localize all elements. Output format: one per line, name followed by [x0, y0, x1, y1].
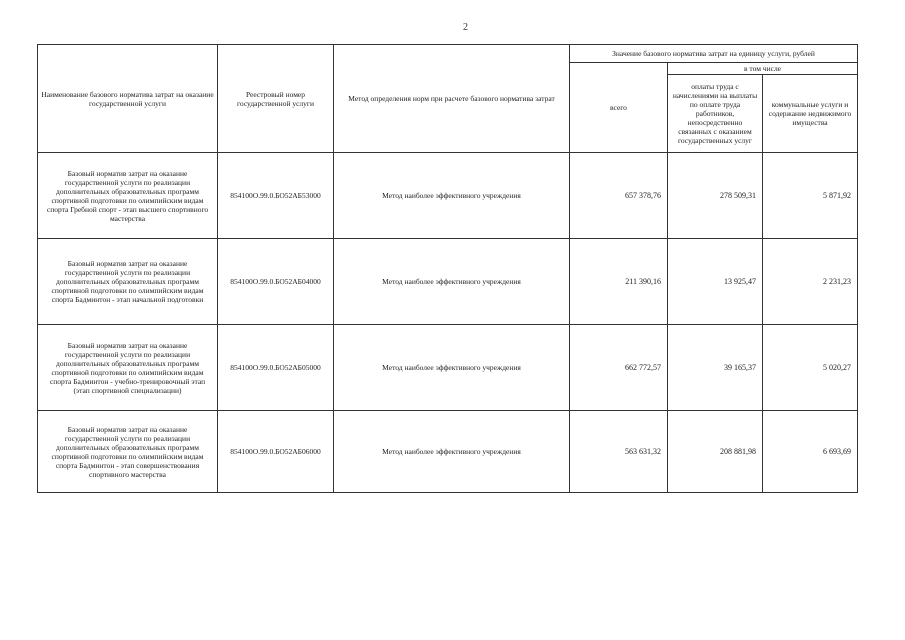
- row-method: Метод наиболее эффективного учреждения: [334, 239, 570, 325]
- header-including: в том числе: [668, 63, 858, 75]
- header-row-1: [38, 45, 858, 63]
- table-row: [38, 325, 858, 411]
- row-total: 657 378,76: [570, 153, 668, 239]
- table-row: [38, 153, 858, 239]
- base-norms-table: [37, 44, 858, 493]
- row-registry: 854100О.99.0.БО52АБ05000: [218, 325, 334, 411]
- row-salary: 278 509,31: [668, 153, 763, 239]
- header-method: Метод определения норм при расчете базового норматива затрат: [334, 45, 570, 153]
- header-registry: Реестровый номер государственной услуги: [218, 45, 334, 153]
- row-name: Базовый норматив затрат на оказание государственной услуги по реализации дополнительных образовательных программ спортивной подготовки по олимпийским видам спорта Бадминтон - этап совершенствования спортивного мастерства: [38, 411, 218, 493]
- page-number: 2: [463, 22, 468, 33]
- row-method: Метод наиболее эффективного учреждения: [334, 325, 570, 411]
- row-registry: 854100О.99.0.БО52АБ04000: [218, 239, 334, 325]
- row-total: 662 772,57: [570, 325, 668, 411]
- row-utilities: 6 693,69: [763, 411, 858, 493]
- row-name: Базовый норматив затрат на оказание государственной услуги по реализации дополнительных образовательных программ спортивной подготовки по олимпийским видам спорта Гребной спорт - этап высшего спортивного мастерства: [38, 153, 218, 239]
- header-total: всего: [570, 63, 668, 153]
- row-name: Базовый норматив затрат на оказание государственной услуги по реализации дополнительных образовательных программ спортивной подготовки по олимпийским видам спорта Бадминтон - учебно-тренировочный этап (этап спортивной специализации): [38, 325, 218, 411]
- row-registry: 854100О.99.0.БО52АБ06000: [218, 411, 334, 493]
- header-salary: оплаты труда с начислениями на выплаты по оплате труда работников, непосредственно связанных с оказанием государственных услуг: [668, 75, 763, 153]
- table-row: [38, 239, 858, 325]
- header-utilities: коммунальные услуги и содержание недвижимого имущества: [763, 75, 858, 153]
- row-registry: 854100О.99.0.БО52АБ53000: [218, 153, 334, 239]
- row-utilities: 5 871,92: [763, 153, 858, 239]
- row-method: Метод наиболее эффективного учреждения: [334, 153, 570, 239]
- row-utilities: 5 020,27: [763, 325, 858, 411]
- row-salary: 208 881,98: [668, 411, 763, 493]
- row-utilities: 2 231,23: [763, 239, 858, 325]
- header-value-group: Значение базового норматива затрат на единицу услуги, рублей: [570, 45, 858, 63]
- row-total: 563 631,32: [570, 411, 668, 493]
- row-total: 211 390,16: [570, 239, 668, 325]
- row-name: Базовый норматив затрат на оказание государственной услуги по реализации дополнительных образовательных программ спортивной подготовки по олимпийским видам спорта Бадминтон - этап начальной подготовки: [38, 239, 218, 325]
- header-name: Наименование базового норматива затрат на оказание государственной услуги: [38, 45, 218, 153]
- row-salary: 39 165,37: [668, 325, 763, 411]
- table-row: [38, 411, 858, 493]
- row-salary: 13 925,47: [668, 239, 763, 325]
- row-method: Метод наиболее эффективного учреждения: [334, 411, 570, 493]
